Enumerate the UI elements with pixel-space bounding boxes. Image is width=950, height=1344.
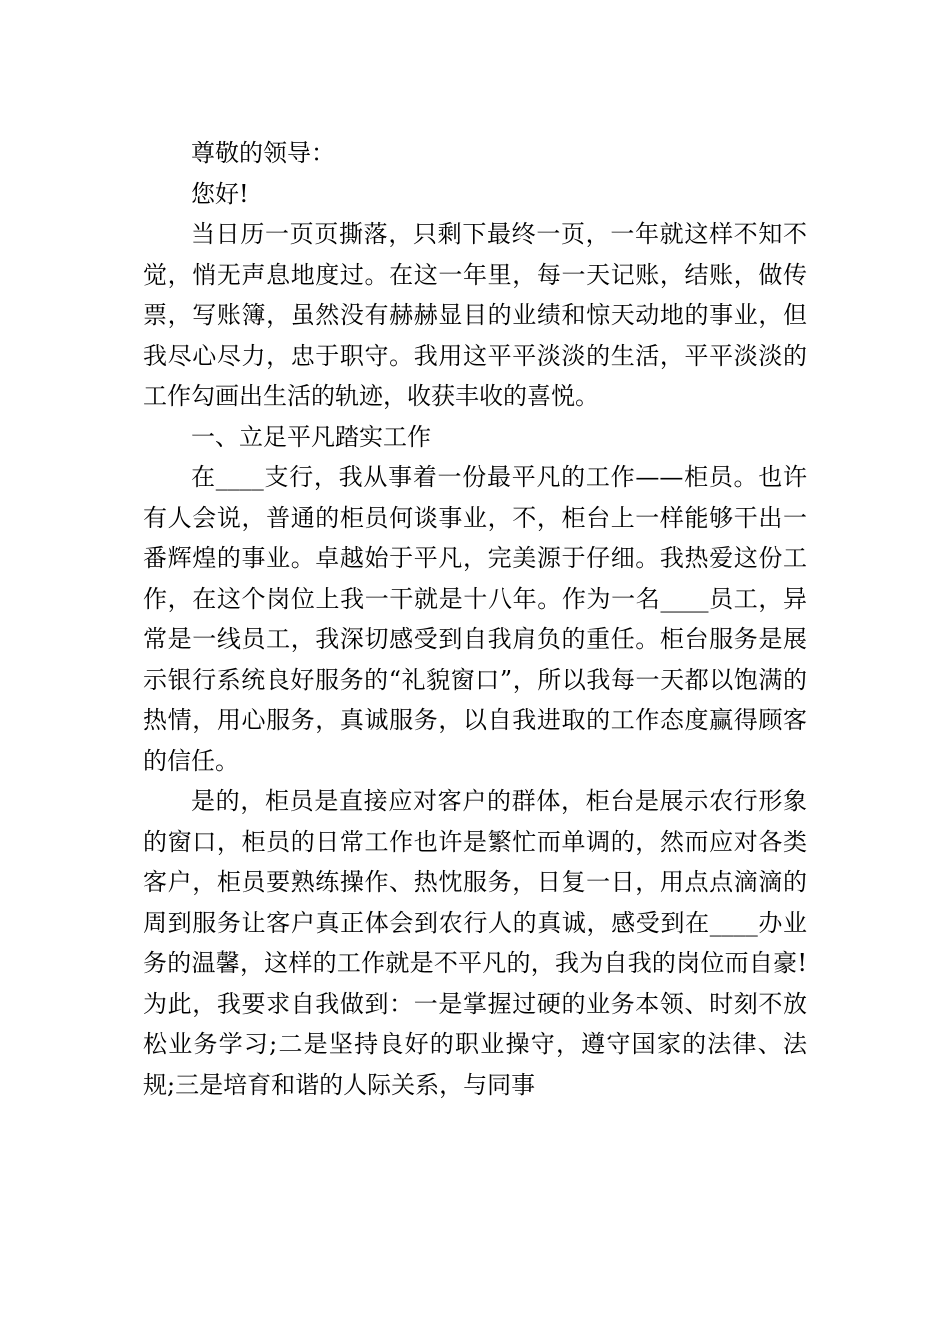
document-body bbox=[143, 133, 807, 1105]
paragraph-teller-work: 在____支行，我从事着一份最平凡的工作——柜员。也许有人会说，普通的柜员何谈事业，不，柜台上一样能够干出一番辉煌的事业。卓越始于平凡，完美源于仔细。我热爱这份工作，在这个岗位上我一干就是十八年。作为一名____员工，异常是一线员工，我深切感受到自我肩负的重任。柜台服务是展示银行系统良好服务的“礼貌窗口”，所以我每一天都以饱满的热情，用心服务，真诚服务，以自我进取的工作态度赢得顾客的信任。 bbox=[143, 463, 807, 775]
section-heading: 一、立足平凡踏实工作 bbox=[191, 422, 431, 451]
paragraph-intro: 当日历一页页撕落，只剩下最终一页，一年就这样不知不觉，悄无声息地度过。在这一年里，每一天记账，结账，做传票，写账簿，虽然没有赫赫显目的业绩和惊天动地的事业，但我尽心尽力，忠于职守。我用这平平淡淡的生活，平平淡淡的工作勾画出生活的轨迹，收获丰收的喜悦。 bbox=[143, 220, 807, 410]
salutation: 尊敬的领导： bbox=[191, 139, 335, 167]
paragraph-teller-duties: 是的，柜员是直接应对客户的群体，柜台是展示农行形象的窗口，柜员的日常工作也许是繁忙而单调的，然而应对各类客户，柜员要熟练操作、热忱服务，日复一日，用点点滴滴的周到服务让客户真正体会到农行人的真诚，感受到在____办业务的温馨，这样的工作就是不平凡的，我为自我的岗位而自豪!为此，我要求自我做到：一是掌握过硬的业务本领、时刻不放松业务学习;二是坚持良好的职业操守，遵守国家的法律、法规;三是培育和谐的人际关系，与同事 bbox=[143, 787, 807, 1099]
greeting: 您好! bbox=[191, 179, 249, 208]
